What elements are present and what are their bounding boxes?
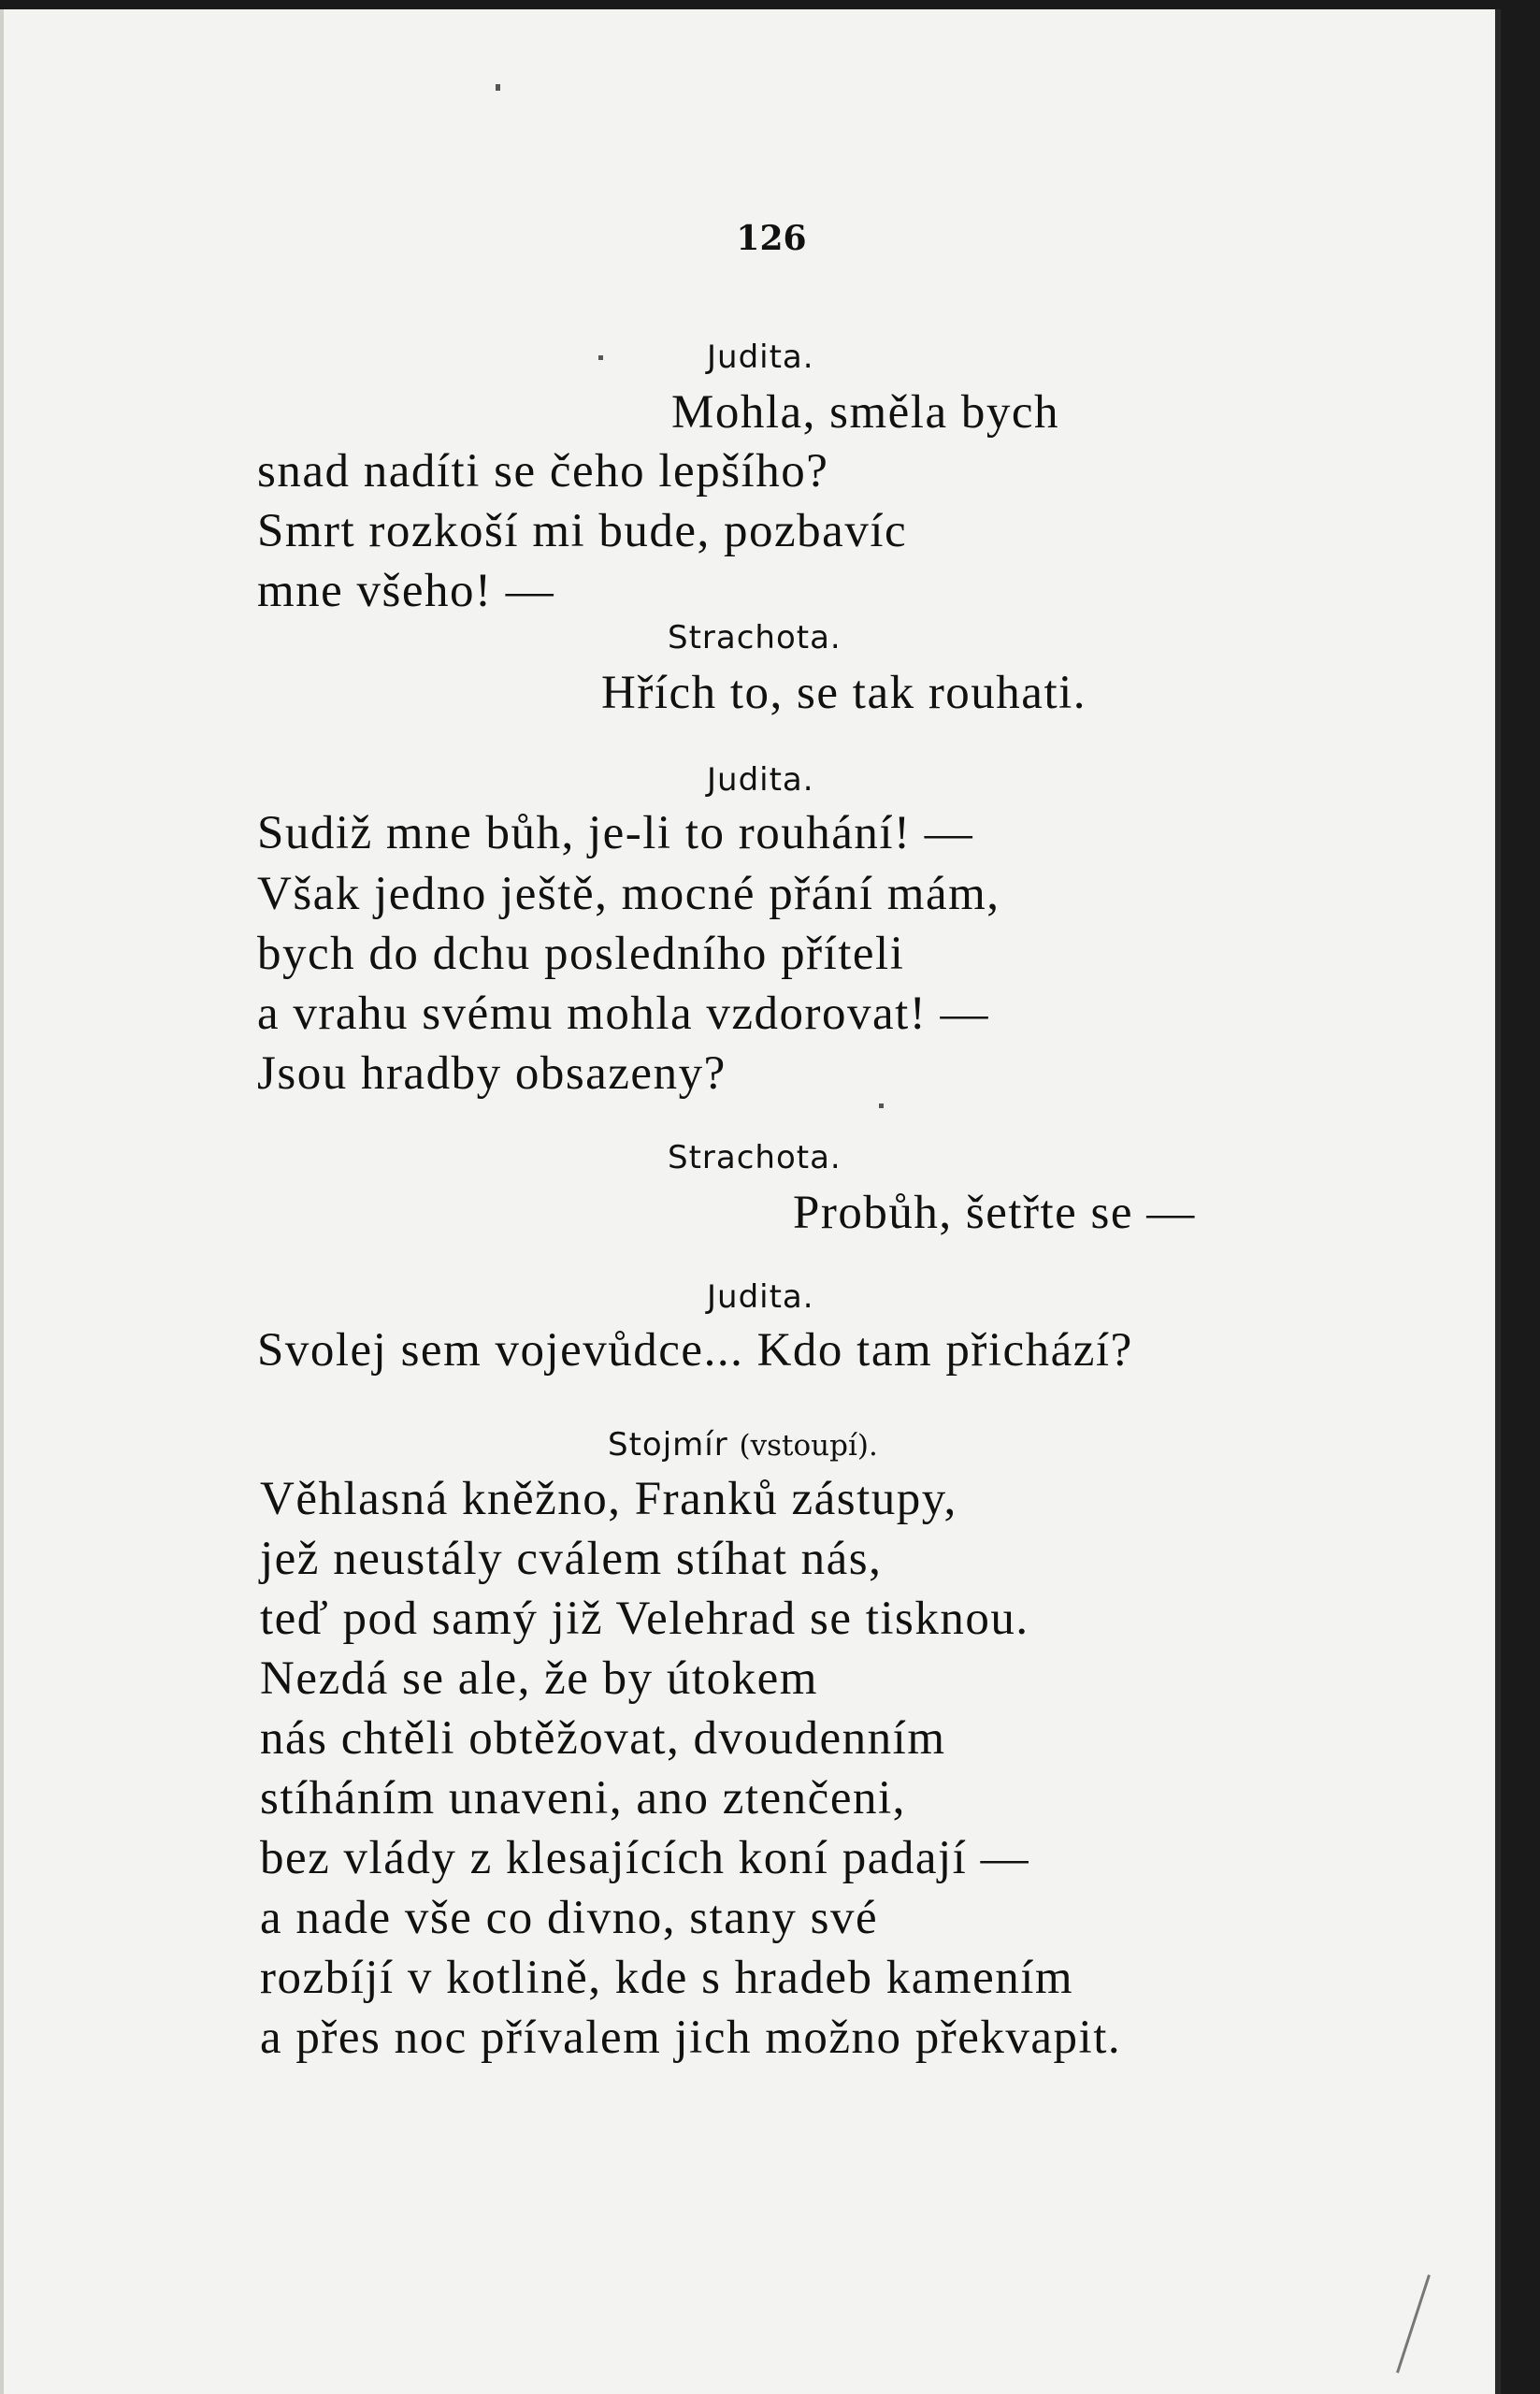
verse-line: Smrt rozkoší mi bude, pozbavíc xyxy=(257,505,908,557)
verse-line: Mohla, směla bych xyxy=(671,386,1059,439)
verse-line: jež neustály cválem stíhat nás, xyxy=(260,1533,883,1585)
speaker-name xyxy=(707,1278,814,1316)
verse-line: Svolej sem vojevůdce... Kdo tam přichází? xyxy=(257,1324,1133,1377)
verse-line: rozbíjí v kotlině, kde s hradeb kamením xyxy=(260,1952,1074,2004)
verse-line: teď pod samý již Velehrad se tisknou. xyxy=(260,1593,1029,1645)
verse-line: Sudiž mne bůh, je-li to rouhání! — xyxy=(257,807,974,859)
verse-line: Však jedno ještě, mocné přání mám, xyxy=(257,868,1000,920)
scan-speck xyxy=(496,84,500,91)
book-page xyxy=(0,9,1501,2394)
speaker-name xyxy=(668,619,842,656)
speaker-label: Judita. xyxy=(707,339,814,376)
verse-line: stíháním unaveni, ano ztenčeni, xyxy=(260,1772,906,1824)
speaker-name xyxy=(668,1139,842,1176)
verse-line: bez vlády z klesajících koní padají — xyxy=(260,1832,1030,1884)
stage-direction: (vstoupí). xyxy=(739,1429,878,1463)
scan-mark xyxy=(1396,2274,1431,2373)
speaker-name xyxy=(707,761,814,799)
speaker-label: Strachota. xyxy=(668,1139,842,1176)
speaker-name xyxy=(707,339,814,376)
verse-line: a vrahu svému mohla vzdorovat! — xyxy=(257,988,990,1040)
scan-speck xyxy=(598,355,603,360)
scan-speck xyxy=(879,1103,884,1108)
speaker-label: Stojmír xyxy=(608,1426,728,1464)
verse-line: a nade vše co divno, stany své xyxy=(260,1892,879,1944)
verse-line: Hřích to, se tak rouhati. xyxy=(601,667,1087,719)
verse-line: Probůh, šetřte se — xyxy=(793,1187,1196,1239)
verse-line: snad nadíti se čeho lepšího? xyxy=(257,445,829,498)
verse-line: nás chtěli obtěžovat, dvoudenním xyxy=(260,1712,946,1765)
speaker-label: Judita. xyxy=(707,1278,814,1316)
verse-line: mne všeho! — xyxy=(257,565,555,617)
speaker-name xyxy=(608,1426,878,1464)
speaker-label: Strachota. xyxy=(668,619,842,656)
verse-line: Jsou hradby obsazeny? xyxy=(257,1047,727,1100)
page-number: 126 xyxy=(736,219,807,258)
verse-line: Nezdá se ale, že by útokem xyxy=(260,1652,818,1705)
verse-line: bych do dchu posledního příteli xyxy=(257,928,905,980)
speaker-label: Judita. xyxy=(707,761,814,799)
verse-line: Věhlasná kněžno, Franků zástupy, xyxy=(260,1473,957,1525)
verse-line: a přes noc přívalem jich možno překvapit. xyxy=(260,2012,1122,2064)
page-edge-shadow xyxy=(0,9,4,2394)
